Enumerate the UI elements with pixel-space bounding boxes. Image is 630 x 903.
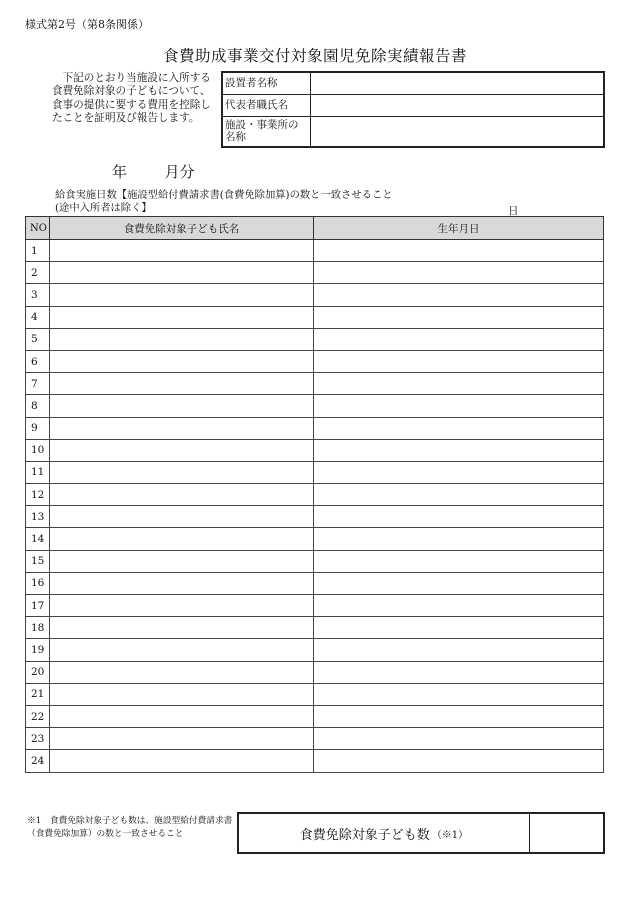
facility-name-field[interactable] [311, 116, 605, 147]
birthdate-cell[interactable] [314, 262, 604, 284]
birthdate-cell[interactable] [314, 595, 604, 617]
child-name-cell[interactable] [50, 262, 314, 284]
table-row [26, 240, 604, 262]
table-row [26, 595, 604, 617]
birthdate-cell[interactable] [314, 661, 604, 683]
table-row [26, 528, 604, 550]
facility-name-label: 施設・事業所の名称 [222, 116, 311, 147]
row-number: 22 [26, 705, 50, 727]
child-name-cell[interactable] [50, 373, 314, 395]
table-row [26, 306, 604, 328]
child-name-cell[interactable] [50, 439, 314, 461]
table-row [26, 350, 604, 372]
birthdate-cell[interactable] [314, 506, 604, 528]
table-row [26, 284, 604, 306]
birthdate-cell[interactable] [314, 328, 604, 350]
year-unit: 年 [112, 163, 128, 181]
birthdate-cell[interactable] [314, 306, 604, 328]
child-name-cell[interactable] [50, 728, 314, 750]
row-number: 7 [26, 373, 50, 395]
row-number: 21 [26, 683, 50, 705]
report-period [112, 161, 195, 182]
table-row [26, 550, 604, 572]
birthdate-cell[interactable] [314, 439, 604, 461]
child-name-cell[interactable] [50, 705, 314, 727]
birthdate-cell[interactable] [314, 373, 604, 395]
row-number: 9 [26, 417, 50, 439]
total-label-ref: （※1） [431, 829, 469, 841]
row-number: 10 [26, 439, 50, 461]
footnote: ※1 食費免除対象子ども数は、施設型給付費請求書（食費免除加算）の数と一致させること [27, 816, 233, 839]
representative-field[interactable] [311, 94, 605, 116]
table-row [26, 461, 604, 483]
founder-name-field[interactable] [311, 72, 605, 94]
birthdate-cell[interactable] [314, 617, 604, 639]
row-number: 4 [26, 306, 50, 328]
form-code: 様式第2号（第8条関係） [25, 18, 149, 31]
row-number: 17 [26, 595, 50, 617]
table-row [26, 750, 604, 772]
birthdate-cell[interactable] [314, 639, 604, 661]
total-count-field[interactable] [530, 814, 603, 852]
birthdate-cell[interactable] [314, 417, 604, 439]
intro-text: 下記のとおり当施設に入所する食費免除対象の子どもについて、食事の提供に要する費用を控除したことを証明及び報告します。 [52, 72, 211, 124]
table-row [26, 728, 604, 750]
table-row [26, 661, 604, 683]
child-name-cell[interactable] [50, 461, 314, 483]
meal-days-label: 給食実施日数【施設型給付費請求書(食費免除加算)の数と一致させること(途中入所者は除く】 [55, 189, 393, 214]
birthdate-cell[interactable] [314, 705, 604, 727]
total-label [239, 814, 530, 852]
birthdate-cell[interactable] [314, 350, 604, 372]
birthdate-cell[interactable] [314, 240, 604, 262]
representative-label: 代表者職氏名 [222, 94, 311, 116]
children-table [25, 216, 604, 773]
birthdate-cell[interactable] [314, 461, 604, 483]
child-name-cell[interactable] [50, 595, 314, 617]
row-number: 14 [26, 528, 50, 550]
total-label-text: 食費免除対象子ども数 [299, 827, 430, 843]
row-number: 20 [26, 661, 50, 683]
row-number: 3 [26, 284, 50, 306]
birthdate-cell[interactable] [314, 284, 604, 306]
birthdate-cell[interactable] [314, 484, 604, 506]
total-box [237, 812, 605, 854]
row-number: 13 [26, 506, 50, 528]
row-number: 18 [26, 617, 50, 639]
table-row [26, 262, 604, 284]
row-number: 19 [26, 639, 50, 661]
birthdate-cell[interactable] [314, 395, 604, 417]
row-number: 16 [26, 572, 50, 594]
table-row [26, 373, 604, 395]
month-unit: 月分 [164, 163, 195, 181]
col-birthdate-header: 生年月日 [314, 217, 604, 240]
child-name-cell[interactable] [50, 417, 314, 439]
row-number: 24 [26, 750, 50, 772]
table-row [26, 484, 604, 506]
child-name-cell[interactable] [50, 328, 314, 350]
page-title: 食費助成事業交付対象園児免除実績報告書 [162, 47, 467, 65]
table-row [26, 639, 604, 661]
meal-days-unit: 日 [508, 205, 519, 217]
table-row [26, 705, 604, 727]
row-number: 2 [26, 262, 50, 284]
row-number: 6 [26, 350, 50, 372]
birthdate-cell[interactable] [314, 683, 604, 705]
col-name-header: 食費免除対象子ども氏名 [50, 217, 314, 240]
birthdate-cell[interactable] [314, 528, 604, 550]
child-name-cell[interactable] [50, 750, 314, 772]
table-row [26, 506, 604, 528]
table-row [26, 395, 604, 417]
child-name-cell[interactable] [50, 572, 314, 594]
child-name-cell[interactable] [50, 284, 314, 306]
child-name-cell[interactable] [50, 484, 314, 506]
table-row [26, 617, 604, 639]
birthdate-cell[interactable] [314, 728, 604, 750]
child-name-cell[interactable] [50, 683, 314, 705]
row-number: 5 [26, 328, 50, 350]
row-number: 11 [26, 461, 50, 483]
child-name-cell[interactable] [50, 240, 314, 262]
table-row [26, 683, 604, 705]
child-name-cell[interactable] [50, 306, 314, 328]
col-no-header: NO [26, 217, 50, 240]
founder-name-label: 設置者名称 [222, 72, 311, 94]
row-number: 15 [26, 550, 50, 572]
table-row [26, 572, 604, 594]
row-number: 12 [26, 484, 50, 506]
birthdate-cell[interactable] [314, 572, 604, 594]
birthdate-cell[interactable] [314, 750, 604, 772]
child-name-cell[interactable] [50, 395, 314, 417]
child-name-cell[interactable] [50, 639, 314, 661]
child-name-cell[interactable] [50, 506, 314, 528]
row-number: 23 [26, 728, 50, 750]
child-name-cell[interactable] [50, 617, 314, 639]
facility-info-table [221, 71, 605, 148]
row-number: 1 [26, 240, 50, 262]
birthdate-cell[interactable] [314, 550, 604, 572]
table-row [26, 417, 604, 439]
child-name-cell[interactable] [50, 661, 314, 683]
child-name-cell[interactable] [50, 350, 314, 372]
row-number: 8 [26, 395, 50, 417]
table-row [26, 328, 604, 350]
child-name-cell[interactable] [50, 550, 314, 572]
child-name-cell[interactable] [50, 528, 314, 550]
table-row [26, 439, 604, 461]
